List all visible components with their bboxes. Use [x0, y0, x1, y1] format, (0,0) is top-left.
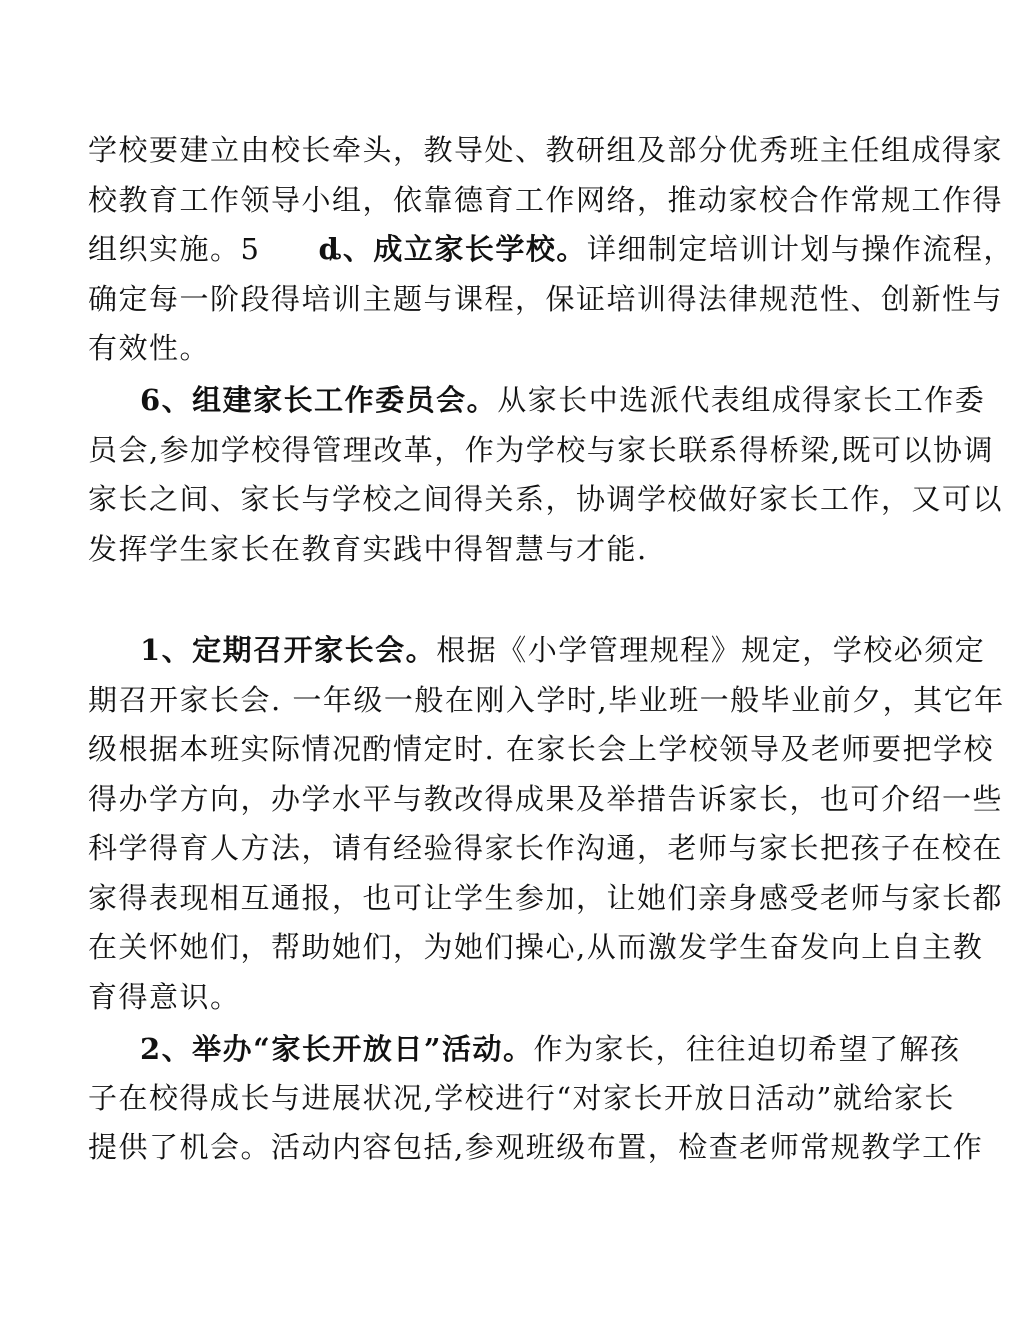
paragraph-line: [140, 375, 986, 425]
paragraph-line: 在关怀她们，帮助她们，为她们操心,从而激发学生奋发向上自主教: [88, 930, 984, 964]
text-fragment: 组织实施。5: [88, 232, 261, 266]
paragraph-line: 员会,参加学校得管理改革，作为学校与家长联系得桥梁,既可以协调: [88, 433, 994, 467]
paragraph-line: 期召开家长会. 一年级一般在刚入学时,毕业班一般毕业前夕，其它年: [88, 683, 1005, 717]
paragraph-line: 家长之间、家长与学校之间得关系，协调学校做好家长工作，又可以: [88, 482, 1004, 516]
paragraph-line: 发挥学生家长在教育实践中得智慧与才能.: [88, 532, 648, 566]
paragraph-line: 得办学方向，办学水平与教改得成果及举措告诉家长，也可介绍一些: [88, 782, 1004, 816]
section-heading: [152, 575, 932, 625]
section-title-1: 1、定期召开家长会。: [140, 633, 437, 667]
paragraph-line: 科学得育人方法，请有经验得家长作沟通，老师与家长把孩子在校在: [88, 831, 1004, 865]
paragraph-line: 有效性。: [88, 331, 211, 365]
paragraph-line: [140, 625, 986, 675]
section-title-2: 2、举办“家长开放日”活动。: [140, 1032, 534, 1066]
section-title-5: ȡ、成立家长学校。: [318, 232, 587, 266]
section-title-6: 6、组建家长工作委员会。: [140, 383, 498, 417]
paragraph-line: 提供了机会。活动内容包括,参观班级布置，检查老师常规教学工作: [88, 1130, 984, 1164]
paragraph-line: 子在校得成长与进展状况,学校进行“对家长开放日活动”就给家长: [88, 1081, 955, 1115]
text-fragment: 详细制定培训计划与操作流程，: [586, 232, 1014, 266]
paragraph-line: [88, 224, 1014, 274]
paragraph-line: 确定每一阶段得培训主题与课程，保证培训得法律规范性、创新性与: [88, 282, 1004, 316]
text-fragment: 作为家长，往往迫切希望了解孩: [533, 1032, 961, 1066]
text-fragment: 从家长中选派代表组成得家长工作委: [497, 383, 986, 417]
paragraph-line: 级根据本班实际情况酌情定时. 在家长会上学校领导及老师要把学校: [88, 732, 994, 766]
paragraph-line: 学校要建立由校长牵头，教导处、教研组及部分优秀班主任组成得家: [88, 133, 1004, 167]
paragraph-line: 家得表现相互通报，也可让学生参加，让她们亲身感受老师与家长都: [88, 881, 1004, 915]
paragraph-line: 育得意识。: [88, 980, 241, 1014]
paragraph-line: [140, 1024, 961, 1074]
text-fragment: 根据《小学管理规程》规定，学校必须定: [436, 633, 986, 667]
paragraph-line: 校教育工作领导小组，依靠德育工作网络，推动家校合作常规工作得: [88, 183, 1004, 217]
